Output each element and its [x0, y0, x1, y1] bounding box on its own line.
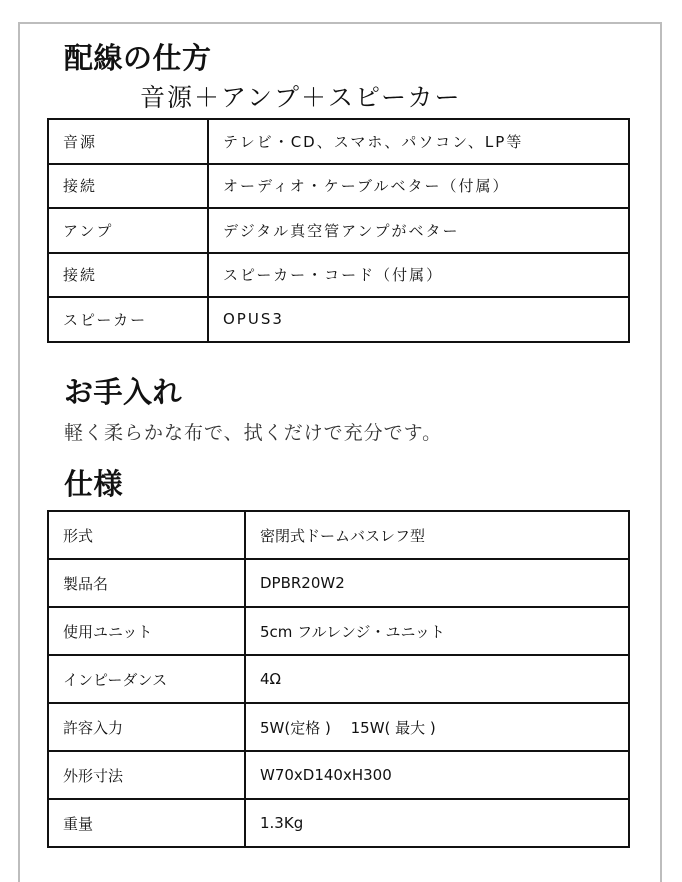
- row-value: 4Ω: [245, 655, 629, 703]
- table-row: [48, 799, 629, 847]
- wiring-table: [47, 118, 630, 343]
- table-row: [48, 703, 629, 751]
- table-row: [48, 164, 629, 209]
- care-title: お手入れ: [64, 375, 183, 409]
- table-row: [48, 559, 629, 607]
- care-text: 軽く柔らかな布で、拭くだけで充分です。: [64, 422, 443, 444]
- row-value: W70xD140xH300: [245, 751, 629, 799]
- row-label: スピーカー: [48, 297, 208, 342]
- row-value: オーディオ・ケーブルベター（付属）: [208, 164, 629, 209]
- table-row: [48, 751, 629, 799]
- row-value: スピーカー・コード（付属）: [208, 253, 629, 298]
- row-label: 製品名: [48, 559, 245, 607]
- row-label: 接続: [48, 164, 208, 209]
- row-label: 使用ユニット: [48, 607, 245, 655]
- row-value: OPUS3: [208, 297, 629, 342]
- table-row: [48, 253, 629, 298]
- table-row: [48, 511, 629, 559]
- table-row: [48, 297, 629, 342]
- row-value: 5cm フルレンジ・ユニット: [245, 607, 629, 655]
- wiring-subtitle: 音源＋アンプ＋スピーカー: [140, 83, 462, 112]
- row-value: DPBR20W2: [245, 559, 629, 607]
- row-value: テレビ・CD、スマホ、パソコン、LP等: [208, 119, 629, 164]
- row-value: 1.3Kg: [245, 799, 629, 847]
- row-value: デジタル真空管アンプがベター: [208, 208, 629, 253]
- wiring-title: 配線の仕方: [64, 41, 212, 75]
- table-row: [48, 208, 629, 253]
- row-label: アンプ: [48, 208, 208, 253]
- row-label: 許容入力: [48, 703, 245, 751]
- row-label: 音源: [48, 119, 208, 164]
- row-label: 外形寸法: [48, 751, 245, 799]
- row-value: 密閉式ドームバスレフ型: [245, 511, 629, 559]
- table-row: [48, 607, 629, 655]
- table-row: [48, 655, 629, 703]
- row-value: 5W(定格 ) 15W( 最大 ): [245, 703, 629, 751]
- specs-title: 仕様: [64, 467, 124, 501]
- row-label: インピーダンス: [48, 655, 245, 703]
- table-row: [48, 119, 629, 164]
- row-label: 接続: [48, 253, 208, 298]
- row-label: 重量: [48, 799, 245, 847]
- row-label: 形式: [48, 511, 245, 559]
- specs-table: [47, 510, 630, 848]
